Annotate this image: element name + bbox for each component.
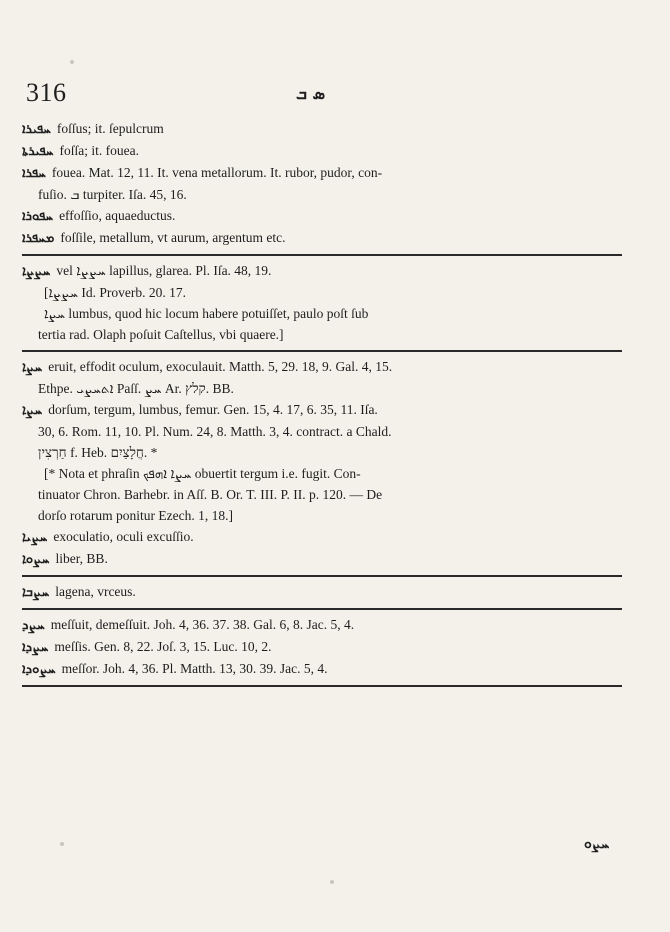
dictionary-entry (22, 118, 622, 140)
entry-text: tertia rad. Olaph poſuit Caſtellus, vbi quaere.] (38, 327, 284, 342)
catchword: ܚܨܘ (584, 836, 610, 852)
running-head: ܣ ܒ (296, 84, 326, 103)
dictionary-entry (22, 399, 622, 421)
section-rule (22, 254, 622, 256)
entry-text: חַרְצִין f. Heb. חֲלָצַיִם. * (38, 445, 158, 460)
syriac-headword: ܚܨܐ (22, 403, 43, 418)
dictionary-entry (22, 526, 622, 548)
dictionary-entry (22, 227, 622, 249)
entry-text: liber, BB. (55, 551, 108, 566)
dictionary-entry (22, 282, 622, 303)
entry-text: [ܚܨܨܐ Id. Proverb. 20. 17. (44, 285, 186, 300)
entry-text: meſſor. Joh. 4, 36. Pl. Matth. 13, 30. 39. Jac. 5, 4. (61, 661, 328, 676)
syriac-headword: ܚܦܝܪܬܐ (22, 144, 54, 159)
section-rule (22, 575, 622, 577)
entry-text: 30, 6. Rom. 11, 10. Pl. Num. 24, 8. Matth. 3, 4. contract. a Chald. (38, 424, 392, 439)
dictionary-entry (22, 463, 622, 484)
syriac-headword: ܚܨܐ (22, 360, 43, 375)
dictionary-entry (22, 548, 622, 570)
paper-speck (330, 880, 334, 884)
syriac-headword: ܚܨܘܐ (22, 552, 50, 567)
dictionary-entry (22, 205, 622, 227)
dictionary-entry (22, 484, 622, 505)
entry-text: vel ܚܨܨܐ lapillus, glarea. Pl. Iſa. 48, 19. (56, 263, 272, 278)
syriac-headword: ܚܨܕ (22, 618, 45, 633)
entry-text: foſſus; it. ſepulcrum (56, 121, 164, 136)
dictionary-entry (22, 505, 622, 526)
entry-text: tinuator Chron. Barhebr. in Aſſ. B. Or. T. III. P. II. p. 120. — De (38, 487, 383, 502)
dictionary-entry (22, 324, 622, 345)
section-rule (22, 685, 622, 687)
dictionary-entry (22, 442, 622, 463)
entry-text: eruit, effodit oculum, exoculauit. Matth. 5, 29. 18, 9. Gal. 4, 15. (48, 359, 393, 374)
entry-text: foſſa; it. fouea. (59, 143, 139, 158)
section-rule (22, 350, 622, 352)
paper-speck (60, 842, 64, 846)
entry-text: dorſo rotarum ponitur Ezech. 1, 18.] (38, 508, 233, 523)
dictionary-entries (22, 118, 622, 691)
entry-text: fouea. Mat. 12, 11. It. vena metallorum. It. rubor, pudor, con- (51, 165, 383, 180)
section-rule (22, 608, 622, 610)
page-number: 316 (26, 78, 67, 107)
dictionary-entry (22, 260, 622, 282)
entry-text: fuſio. ܒ turpiter. Iſa. 45, 16. (38, 187, 187, 202)
entry-text: effoſſio, aquaeductus. (59, 208, 176, 223)
entry-text: [* Nota et phraſin ܚܨܐ ܐܗܦܟ obuertit tergum i.e. fugit. Con- (44, 466, 361, 481)
dictionary-entry (22, 421, 622, 442)
syriac-headword: ܚܨܝܐ (22, 530, 48, 545)
syriac-headword: ܚܨܒܐ (22, 585, 50, 600)
entry-text: meſſis. Gen. 8, 22. Joſ. 3, 15. Luc. 10, 2. (54, 639, 272, 654)
dictionary-entry (22, 140, 622, 162)
dictionary-entry (22, 581, 622, 603)
syriac-headword: ܚܦܘܪܐ (22, 209, 54, 224)
syriac-headword: ܡܚܦܪܐ (22, 231, 55, 246)
entry-text: lagena, vrceus. (55, 584, 136, 599)
dictionary-entry (22, 614, 622, 636)
syriac-headword: ܚܨܘܕܐ (22, 662, 56, 677)
entry-text: meſſuit, demeſſuit. Joh. 4, 36. 37. 38. Gal. 6, 8. Jac. 5, 4. (50, 617, 355, 632)
entry-text: Ethpe. ܐܬܚܨܝ Paſſ. ܚܨ Ar. קלץ. BB. (38, 381, 234, 396)
syriac-headword: ܚܦܪܐ (22, 166, 46, 181)
dictionary-entry (22, 658, 622, 680)
dictionary-entry (22, 162, 622, 184)
syriac-headword: ܚܨܨܐ (22, 264, 51, 279)
dictionary-entry (22, 303, 622, 324)
entry-text: foſſile, metallum, vt aurum, argentum etc. (60, 230, 286, 245)
dictionary-entry (22, 378, 622, 399)
dictionary-entry (22, 356, 622, 378)
syriac-headword: ܚܨܕܐ (22, 640, 49, 655)
entry-text: dorſum, tergum, lumbus, femur. Gen. 15, 4. 17, 6. 35, 11. Iſa. (48, 402, 378, 417)
entry-text: exoculatio, oculi excuſſio. (53, 529, 194, 544)
paper-speck (70, 60, 74, 64)
dictionary-entry (22, 184, 622, 205)
dictionary-entry (22, 636, 622, 658)
entry-text: ܚܨܐ lumbus, quod hic locum habere potuiſſet, paulo poſt ſub (44, 306, 369, 321)
syriac-headword: ܚܦܝܪܐ (22, 122, 51, 137)
